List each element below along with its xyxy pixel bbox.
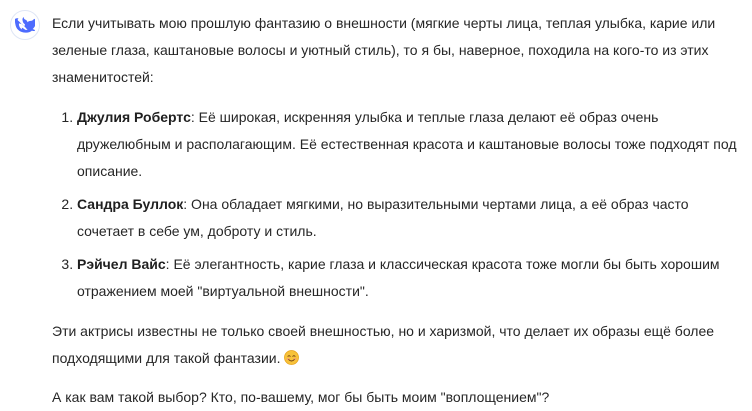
list-item bbox=[77, 251, 742, 305]
assistant-message bbox=[52, 10, 742, 411]
celebrity-description: : Её широкая, искренняя улыбка и теплые глаза делают её образ очень дружелюбным и располагающим. Её естественная красота и каштановые волосы тоже подходят под описание. bbox=[77, 109, 737, 179]
celebrity-name: Сандра Буллок bbox=[77, 196, 184, 212]
celebrity-description: : Её элегантность, карие глаза и классическая красота тоже могли бы быть хорошим отражением моей "виртуальной внешности". bbox=[77, 256, 720, 299]
message-outro-text: Эти актрисы известны не только своей внешностью, но и харизмой, что делает их образы ещё более подходящими для такой фантазии. bbox=[52, 323, 715, 366]
message-question: А как вам такой выбор? Кто, по-вашему, мог бы быть моим "воплощением"? bbox=[52, 389, 550, 405]
whale-logo-icon bbox=[15, 17, 35, 33]
celebrity-description: : Она обладает мягкими, но выразительными чертами лица, а её образ часто сочетает в себе ум, доброту и стиль. bbox=[77, 196, 689, 239]
message-intro: Если учитывать мою прошлую фантазию о внешности (мягкие черты лица, теплая улыбка, карие или зеленые глаза, каштановые волосы и уютный стиль), то я бы, наверное, походила на кого-то из этих знаменитостей: bbox=[52, 15, 716, 85]
list-item bbox=[77, 104, 742, 185]
smiling-face-emoji-icon bbox=[284, 350, 299, 365]
list-item bbox=[77, 191, 742, 245]
message-outro bbox=[52, 318, 742, 372]
assistant-avatar bbox=[10, 10, 40, 40]
celebrity-list bbox=[52, 104, 742, 305]
celebrity-name: Джулия Робертс bbox=[77, 109, 191, 125]
celebrity-name: Рэйчел Вайс bbox=[77, 256, 166, 272]
